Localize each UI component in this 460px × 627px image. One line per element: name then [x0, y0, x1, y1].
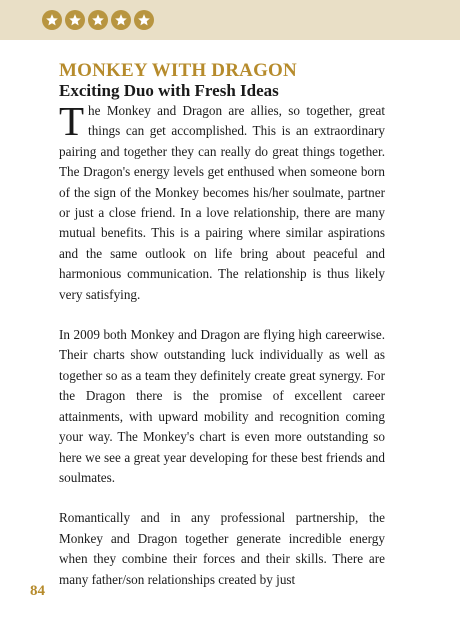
- page-number: 84: [30, 583, 45, 599]
- page-title: MONKEY WITH DRAGON: [59, 60, 297, 81]
- paragraph: Romantically and in any professional partnership, the Monkey and Dragon together generate incredible energy when they combine their forces and their skills. There are many father/son relationships created by just: [59, 510, 385, 587]
- star-icon: [42, 10, 62, 30]
- star-icon: [111, 10, 131, 30]
- paragraph: [59, 98, 385, 305]
- star-rating: [42, 10, 154, 32]
- header-band: [0, 0, 460, 40]
- star-icon: [65, 10, 85, 30]
- article-body: [59, 98, 385, 590]
- page-subtitle: Exciting Duo with Fresh Ideas: [59, 81, 279, 100]
- star-icon: [88, 10, 108, 30]
- paragraph: In 2009 both Monkey and Dragon are flying high careerwise. Their charts show outstanding luck individually as well as together so as a team they definitely create great synergy. For the Dragon there is the promise of excellent career attainments, with upward mobility and recognition coming your way. The Monkey's chart is even more outstanding so here we see a great year developing for these best friends and soulmates.: [59, 327, 385, 485]
- paragraph-text: he Monkey and Dragon are allies, so together, great things can get accomplished. This is an extraordinary pairing and together they can really do great things together. The Dragon's energy levels get enthused when someone born of the sign of the Monkey becomes his/her soulmate, partner or just a close friend. In a love relationship, there are many mutual benefits. This is a pairing where similar aspirations and the same outlook on life bring about peaceful and harmonious communication. The relationship is thus likely very satisfying.: [59, 103, 385, 302]
- star-icon: [134, 10, 154, 30]
- drop-cap: T: [59, 98, 85, 144]
